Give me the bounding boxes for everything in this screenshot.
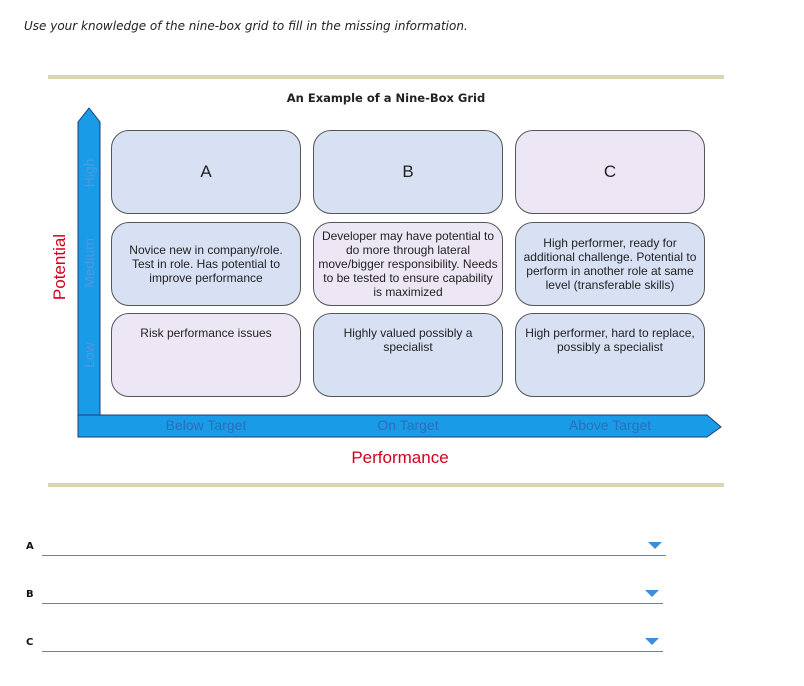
question-label-a: A <box>26 541 34 552</box>
cell-high-on-target: B <box>313 130 503 214</box>
x-axis-label: Performance <box>351 448 449 467</box>
cell-high-above-target: C <box>515 130 705 214</box>
x-tick-above-target: Above Target <box>568 417 652 433</box>
answer-dropdown-a[interactable] <box>42 535 666 556</box>
cell-high-below-target: A <box>111 130 301 214</box>
answer-dropdown-c[interactable] <box>42 631 663 652</box>
cell-medium-on-target: Developer may have potential to do more through lateral move/bigger responsibility. Needs to be tested to ensure capability is maximized <box>313 222 503 306</box>
y-axis-label: Potential <box>50 233 69 301</box>
x-tick-on-target: On Target <box>377 417 439 433</box>
chevron-down-icon <box>645 590 659 597</box>
question-label-b: B <box>26 589 34 600</box>
cell-medium-below-target: Novice new in company/role. Test in role. Has potential to improve performance <box>111 222 301 306</box>
question-label-c: C <box>26 637 34 648</box>
instruction-text: Use your knowledge of the nine-box grid to fill in the missing information. <box>24 19 468 33</box>
cell-low-on-target: Highly valued possibly a specialist <box>313 313 503 397</box>
answer-dropdown-b[interactable] <box>42 583 663 604</box>
cell-low-above-target: High performer, hard to replace, possibly a specialist <box>515 313 705 397</box>
chevron-down-icon <box>648 542 662 549</box>
y-tick-high: High <box>81 158 97 187</box>
x-tick-below-target: Below Target <box>165 417 247 433</box>
y-tick-medium: Medium <box>81 237 97 288</box>
cell-low-below-target: Risk performance issues <box>111 313 301 397</box>
cell-medium-above-target: High performer, ready for additional challenge. Potential to perform in another role at same level (transferable skills) <box>515 222 705 306</box>
chevron-down-icon <box>645 638 659 645</box>
diagram-title: An Example of a Nine-Box Grid <box>286 91 486 105</box>
y-tick-low: Low <box>81 341 97 368</box>
bottom-divider <box>48 483 724 487</box>
